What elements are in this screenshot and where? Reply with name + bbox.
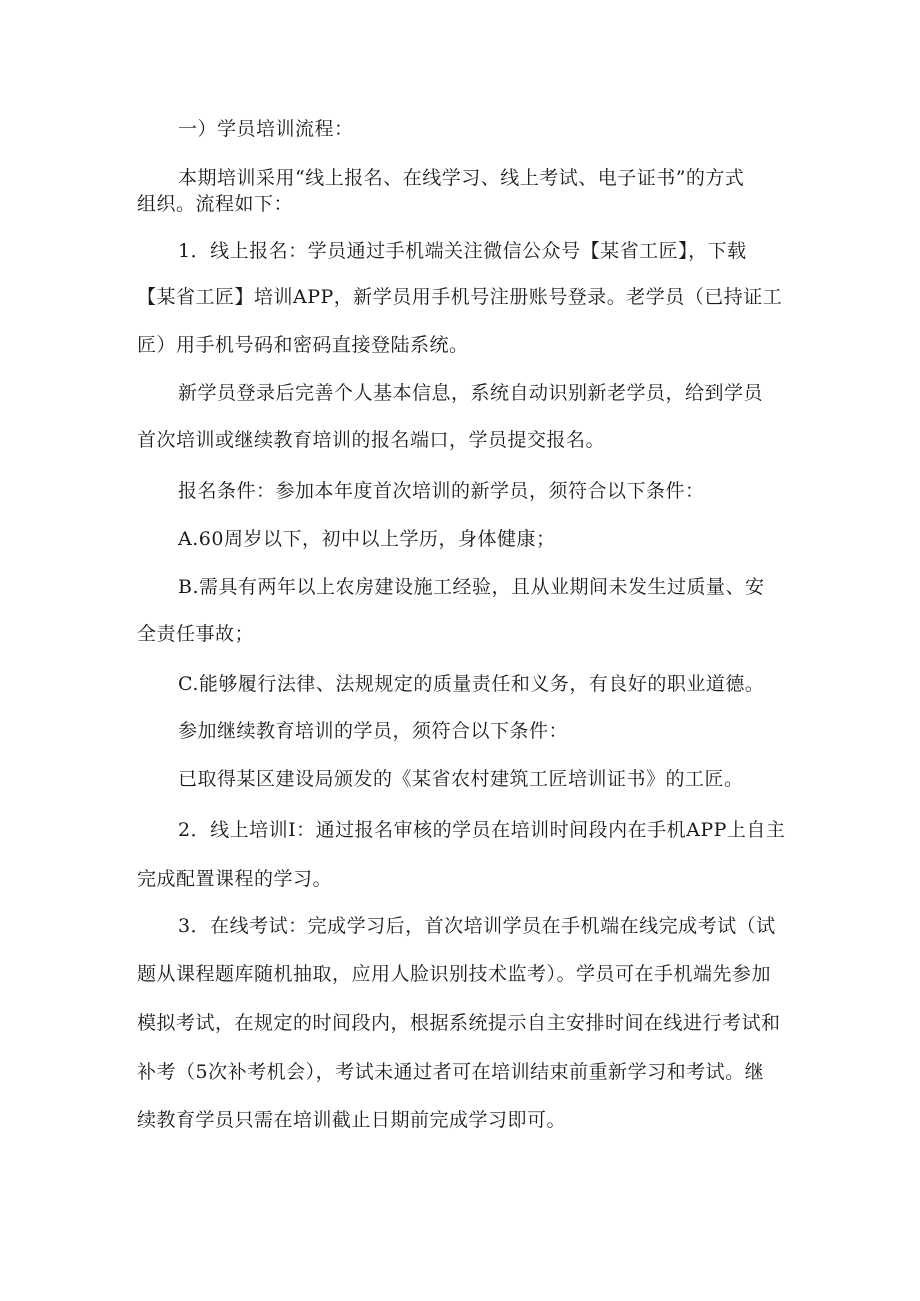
paragraph-line: 匠）用手机号码和密码直接登陆系统。 <box>137 334 469 356</box>
paragraph-line: C.能够履行法律、法规规定的质量责任和义务，有良好的职业道德。 <box>178 673 765 695</box>
paragraph-line: A.60周岁以下，初中以上学历，身体健康； <box>178 528 556 550</box>
paragraph-line: 完成配置课程的学习。 <box>137 868 333 890</box>
paragraph-line: 2．线上培训I：通过报名审核的学员在培训时间段内在手机APP上自主 <box>178 819 786 841</box>
paragraph-line: 已取得某区建设局颁发的《某省农村建筑工匠培训证书》的工匠。 <box>178 768 744 790</box>
section-heading: 一）学员培训流程： <box>178 118 354 140</box>
paragraph-line: 补考（5次补考机会），考试未通过者可在培训结束前重新学习和考试。继 <box>137 1061 765 1083</box>
paragraph-line: 组织。流程如下： <box>137 193 294 215</box>
paragraph-line: B.需具有两年以上农房建设施工经验，且从业期间未发生过质量、安 <box>178 576 765 598</box>
paragraph-line: 模拟考试，在规定的时间段内，根据系统提示自主安排时间在线进行考试和 <box>137 1012 781 1034</box>
paragraph-line: 【某省工匠】培训APP，新学员用手机号注册账号登录。老学员（已持证工 <box>137 286 783 308</box>
paragraph-line: 续教育学员只需在培训截止日期前完成学习即可。 <box>137 1109 567 1131</box>
paragraph-line: 题从课程题库随机抽取，应用人脸识别技术监考）。学员可在手机端先参加 <box>137 963 772 985</box>
paragraph-line: 参加继续教育培训的学员，须符合以下条件： <box>178 720 569 742</box>
paragraph-line: 3．在线考试：完成学习后，首次培训学员在手机端在线完成考试（试 <box>178 915 776 937</box>
paragraph-line: 本期培训采用“线上报名、在线学习、线上考试、电子证书”的方式 <box>178 167 745 189</box>
paragraph-line: 首次培训或继续教育培训的报名端口，学员提交报名。 <box>137 429 606 451</box>
paragraph-line: 全责任事故； <box>137 623 255 645</box>
paragraph-line: 报名条件：参加本年度首次培训的新学员，须符合以下条件： <box>178 480 705 502</box>
paragraph-line: 新学员登录后完善个人基本信息，系统自动识别新老学员，给到学员 <box>178 382 764 404</box>
paragraph-line: 1．线上报名：学员通过手机端关注微信公众号【某省工匠】，下载 <box>178 240 747 262</box>
